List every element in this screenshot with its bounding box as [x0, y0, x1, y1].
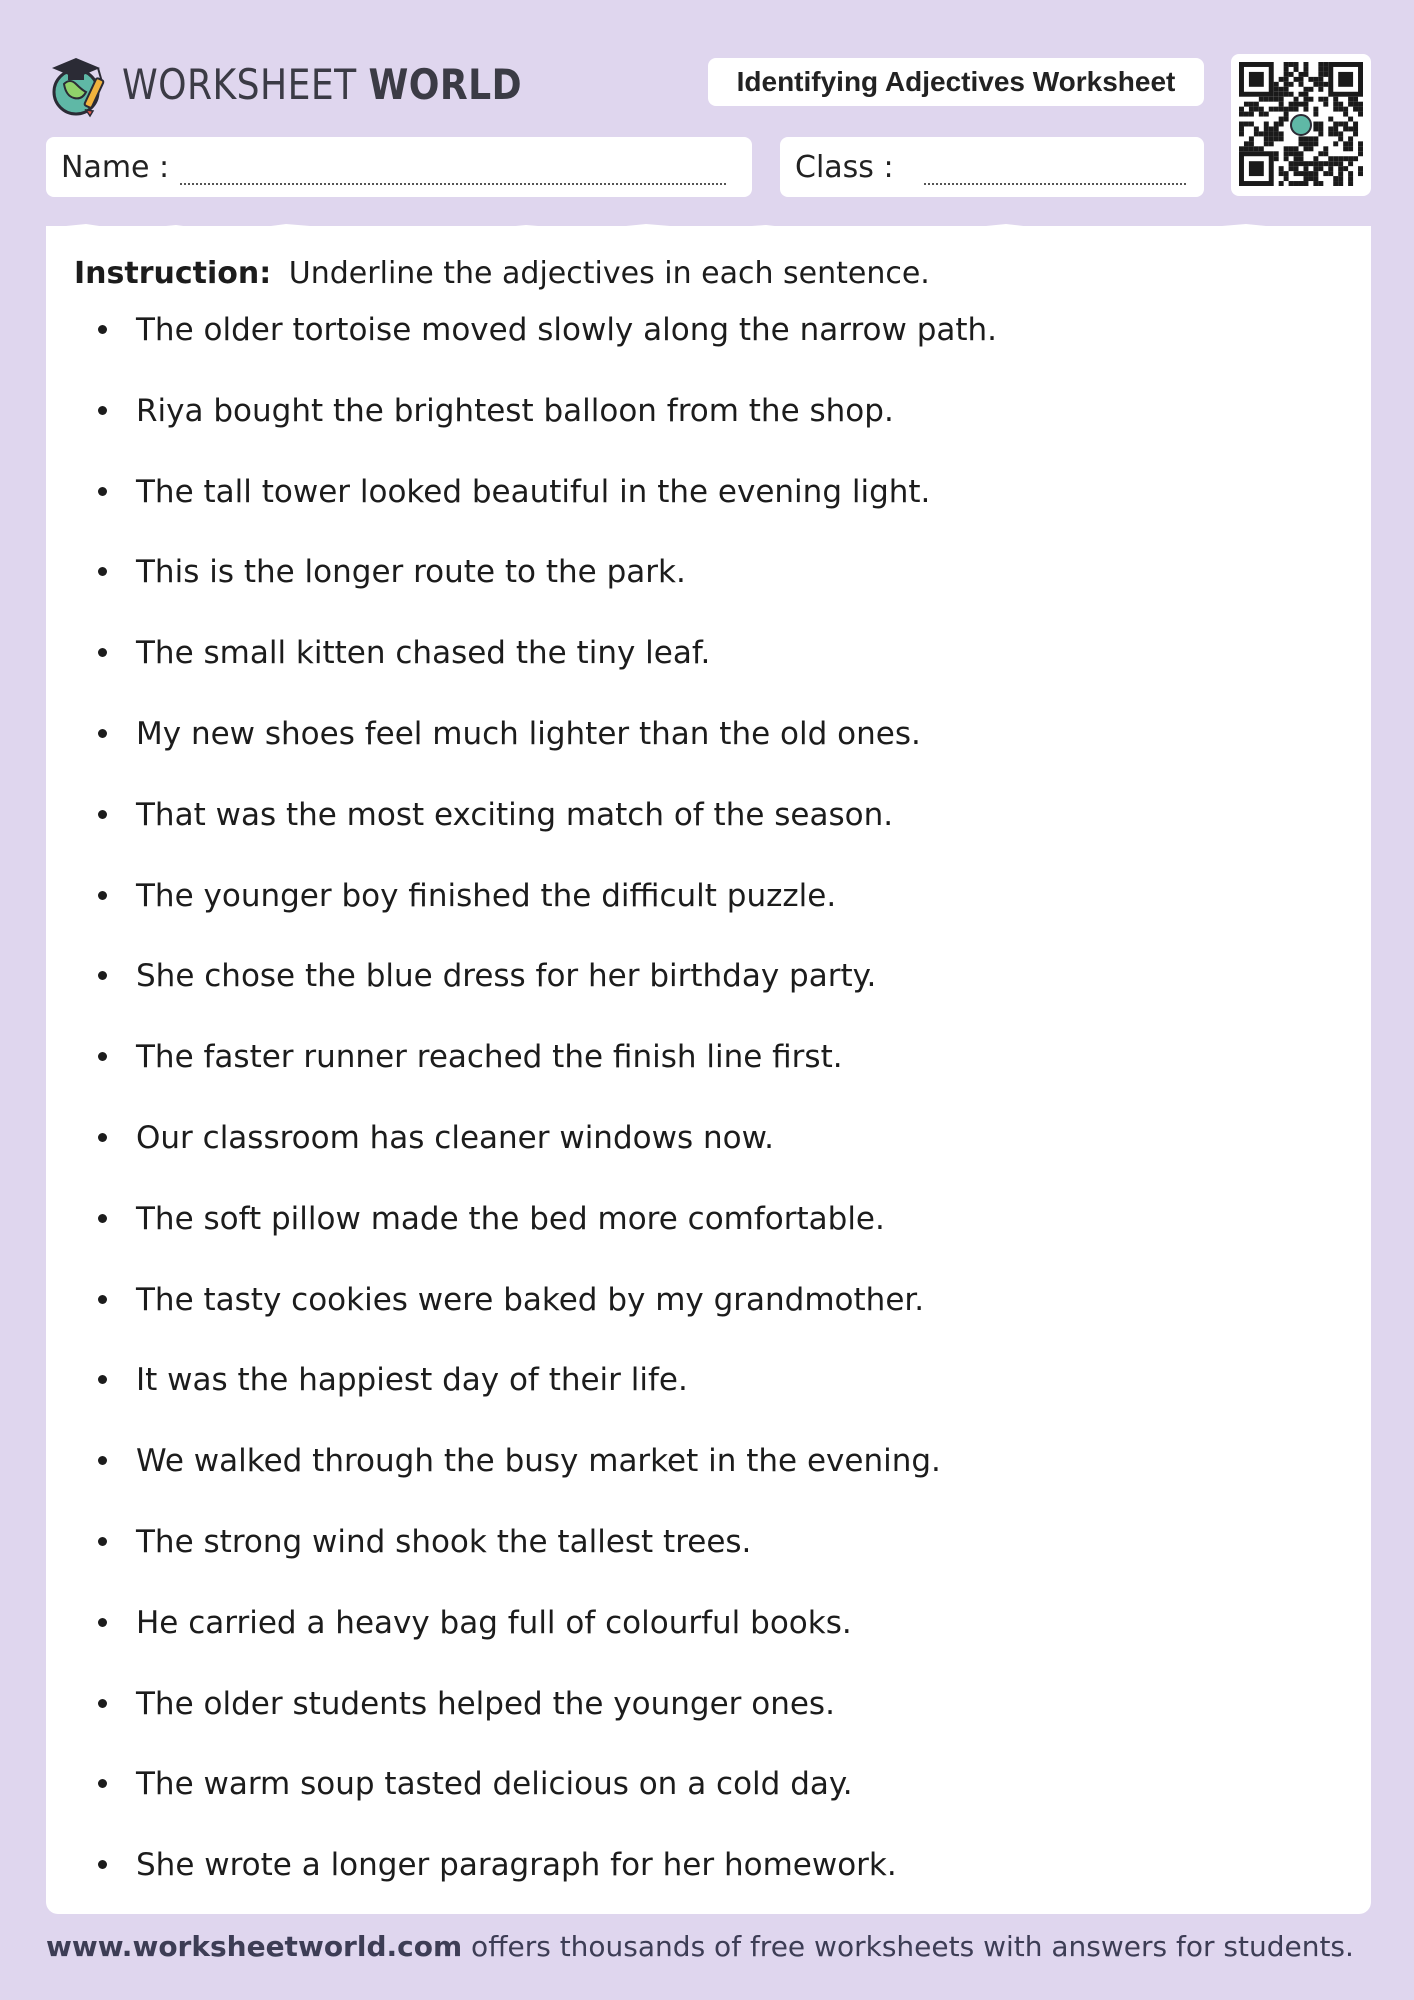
name-field[interactable] — [46, 137, 752, 197]
sentence-text: He carried a heavy bag full of colourful books. — [136, 1604, 852, 1641]
bullet-icon — [98, 325, 107, 334]
sentence-text: This is the longer route to the park. — [136, 554, 686, 591]
sentence-text: The strong wind shook the tallest trees. — [136, 1523, 752, 1560]
sentence-item — [136, 956, 997, 1037]
bullet-icon — [98, 1699, 107, 1708]
brand-name-bold: WORLD — [368, 59, 523, 109]
sentence-text: The soft pillow made the bed more comfortable. — [136, 1200, 885, 1237]
sentence-text: The faster runner reached the finish line first. — [136, 1039, 843, 1076]
sentence-text: Our classroom has cleaner windows now. — [136, 1119, 774, 1156]
bullet-icon — [98, 1537, 107, 1546]
sentence-item — [136, 795, 997, 876]
sentence-text: The older tortoise moved slowly along the narrow path. — [136, 312, 998, 348]
sentence-item — [136, 1360, 997, 1441]
sentence-text: The warm soup tasted delicious on a cold day. — [136, 1766, 853, 1803]
bullet-icon — [98, 1214, 107, 1223]
qr-code[interactable] — [1231, 54, 1371, 196]
sentence-item — [136, 310, 997, 391]
brand-name-light: WORKSHEET — [122, 59, 357, 109]
sentence-text: My new shoes feel much lighter than the old ones. — [136, 715, 921, 752]
brand-name — [122, 60, 522, 109]
class-input-line[interactable] — [924, 183, 1186, 185]
sentence-item — [136, 1845, 997, 1926]
sentence-item — [136, 552, 997, 633]
bullet-icon — [98, 810, 107, 819]
worksheet-title: Identifying Adjectives Worksheet — [708, 58, 1204, 106]
bullet-icon — [98, 1375, 107, 1384]
sentence-text: She wrote a longer paragraph for her homework. — [136, 1847, 897, 1884]
sentence-list — [136, 310, 997, 1926]
sentence-item — [136, 876, 997, 957]
footer-site-link[interactable]: www.worksheetworld.com — [46, 1930, 463, 1963]
sentence-item — [136, 1441, 997, 1522]
bullet-icon — [98, 891, 107, 900]
instruction-label: Instruction: — [74, 256, 272, 291]
footer-text: offers thousands of free worksheets with answers for students. — [462, 1930, 1354, 1963]
bullet-icon — [98, 971, 107, 980]
torn-edge-decoration — [46, 220, 1371, 240]
worksheet-panel — [46, 226, 1371, 1914]
bullet-icon — [98, 1052, 107, 1061]
sentence-text: That was the most exciting match of the season. — [136, 796, 894, 833]
class-label: Class : — [795, 149, 894, 185]
sentence-text: We walked through the busy market in the evening. — [136, 1443, 941, 1480]
bullet-icon — [98, 1456, 107, 1465]
bullet-icon — [98, 1295, 107, 1304]
class-field[interactable] — [780, 137, 1204, 197]
sentence-item — [136, 1603, 997, 1684]
footer — [46, 1930, 1354, 1963]
qr-code-icon — [1239, 62, 1363, 188]
bullet-icon — [98, 1618, 107, 1627]
sentence-item — [136, 1118, 997, 1199]
brand-logo — [46, 48, 587, 120]
sentence-text: She chose the blue dress for her birthday party. — [136, 958, 877, 995]
bullet-icon — [98, 648, 107, 657]
sentence-item — [136, 714, 997, 795]
bullet-icon — [98, 406, 107, 415]
sentence-text: The younger boy finished the difficult puzzle. — [136, 877, 837, 914]
instruction-text: Underline the adjectives in each sentence. — [288, 256, 930, 291]
sentence-item — [136, 391, 997, 472]
name-input-line[interactable] — [180, 183, 726, 185]
bullet-icon — [98, 729, 107, 738]
bullet-icon — [98, 1133, 107, 1142]
sentence-item — [136, 1764, 997, 1845]
sentence-item — [136, 1199, 997, 1280]
bullet-icon — [98, 1860, 107, 1869]
sentence-text: The small kitten chased the tiny leaf. — [136, 635, 711, 672]
sentence-text: The tasty cookies were baked by my grandmother. — [136, 1281, 925, 1318]
sentence-item — [136, 633, 997, 714]
globe-mascot-icon — [46, 48, 114, 120]
sentence-text: The older students helped the younger ones. — [136, 1685, 835, 1722]
sentence-item — [136, 472, 997, 553]
sentence-item — [136, 1037, 997, 1118]
bullet-icon — [98, 487, 107, 496]
sentence-text: It was the happiest day of their life. — [136, 1362, 688, 1399]
sentence-item — [136, 1522, 997, 1603]
bullet-icon — [98, 567, 107, 576]
name-label: Name : — [61, 149, 170, 185]
sentence-text: Riya bought the brightest balloon from the shop. — [136, 392, 894, 429]
bullet-icon — [98, 1779, 107, 1788]
sentence-item — [136, 1684, 997, 1765]
sentence-item — [136, 1280, 997, 1361]
sentence-text: The tall tower looked beautiful in the evening light. — [136, 473, 931, 510]
instruction — [74, 256, 930, 291]
